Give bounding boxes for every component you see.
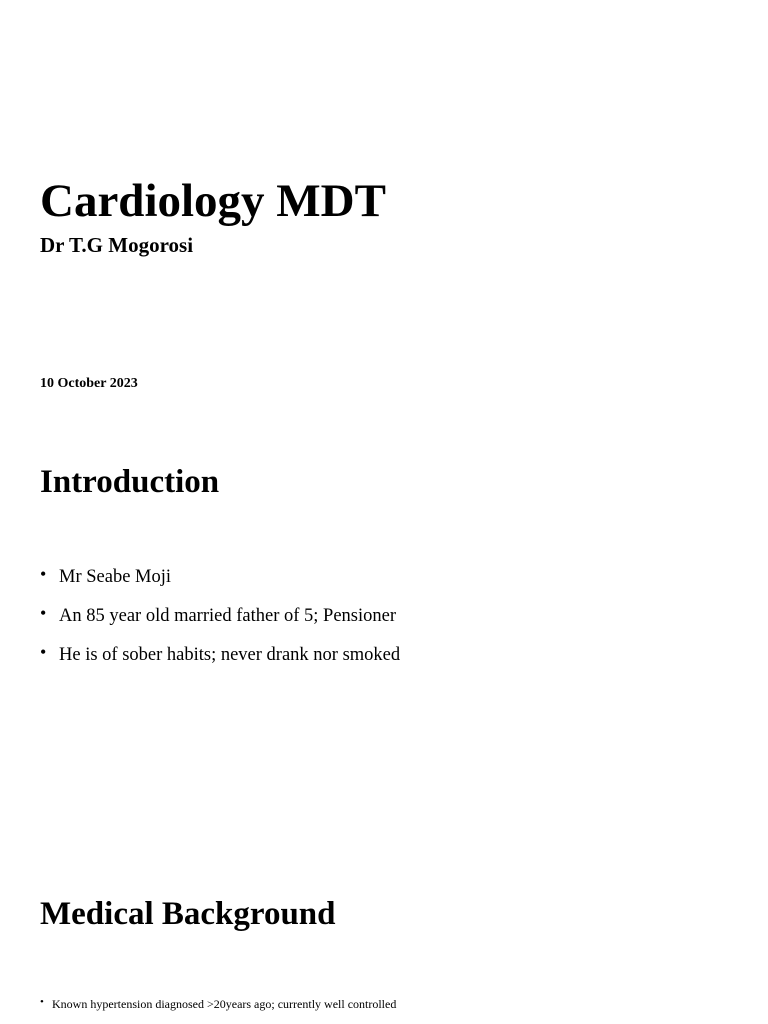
bullet-icon: • bbox=[40, 603, 47, 623]
list-item-text: An 85 year old married father of 5; Pensioner bbox=[59, 606, 397, 626]
bullet-icon: • bbox=[40, 642, 47, 662]
medical-background-heading: Medical Background bbox=[40, 896, 336, 932]
list-item-text: Known hypertension diagnosed >20years ago; currently well controlled bbox=[52, 997, 397, 1011]
list-item-text: He is of sober habits; never drank nor smoked bbox=[59, 645, 401, 665]
introduction-list bbox=[40, 564, 400, 681]
medical-background-list bbox=[40, 996, 396, 1018]
introduction-heading: Introduction bbox=[40, 464, 220, 500]
bullet-icon: • bbox=[40, 564, 47, 584]
presentation-date: 10 October 2023 bbox=[40, 376, 138, 391]
list-item bbox=[40, 603, 400, 629]
presentation-title: Cardiology MDT bbox=[40, 175, 386, 227]
list-item bbox=[40, 564, 400, 590]
list-item-text: Mr Seabe Moji bbox=[59, 567, 172, 587]
presenter-name: Dr T.G Mogorosi bbox=[40, 233, 194, 257]
list-item bbox=[40, 642, 400, 668]
bullet-icon: • bbox=[40, 996, 44, 1008]
list-item bbox=[40, 996, 396, 1012]
